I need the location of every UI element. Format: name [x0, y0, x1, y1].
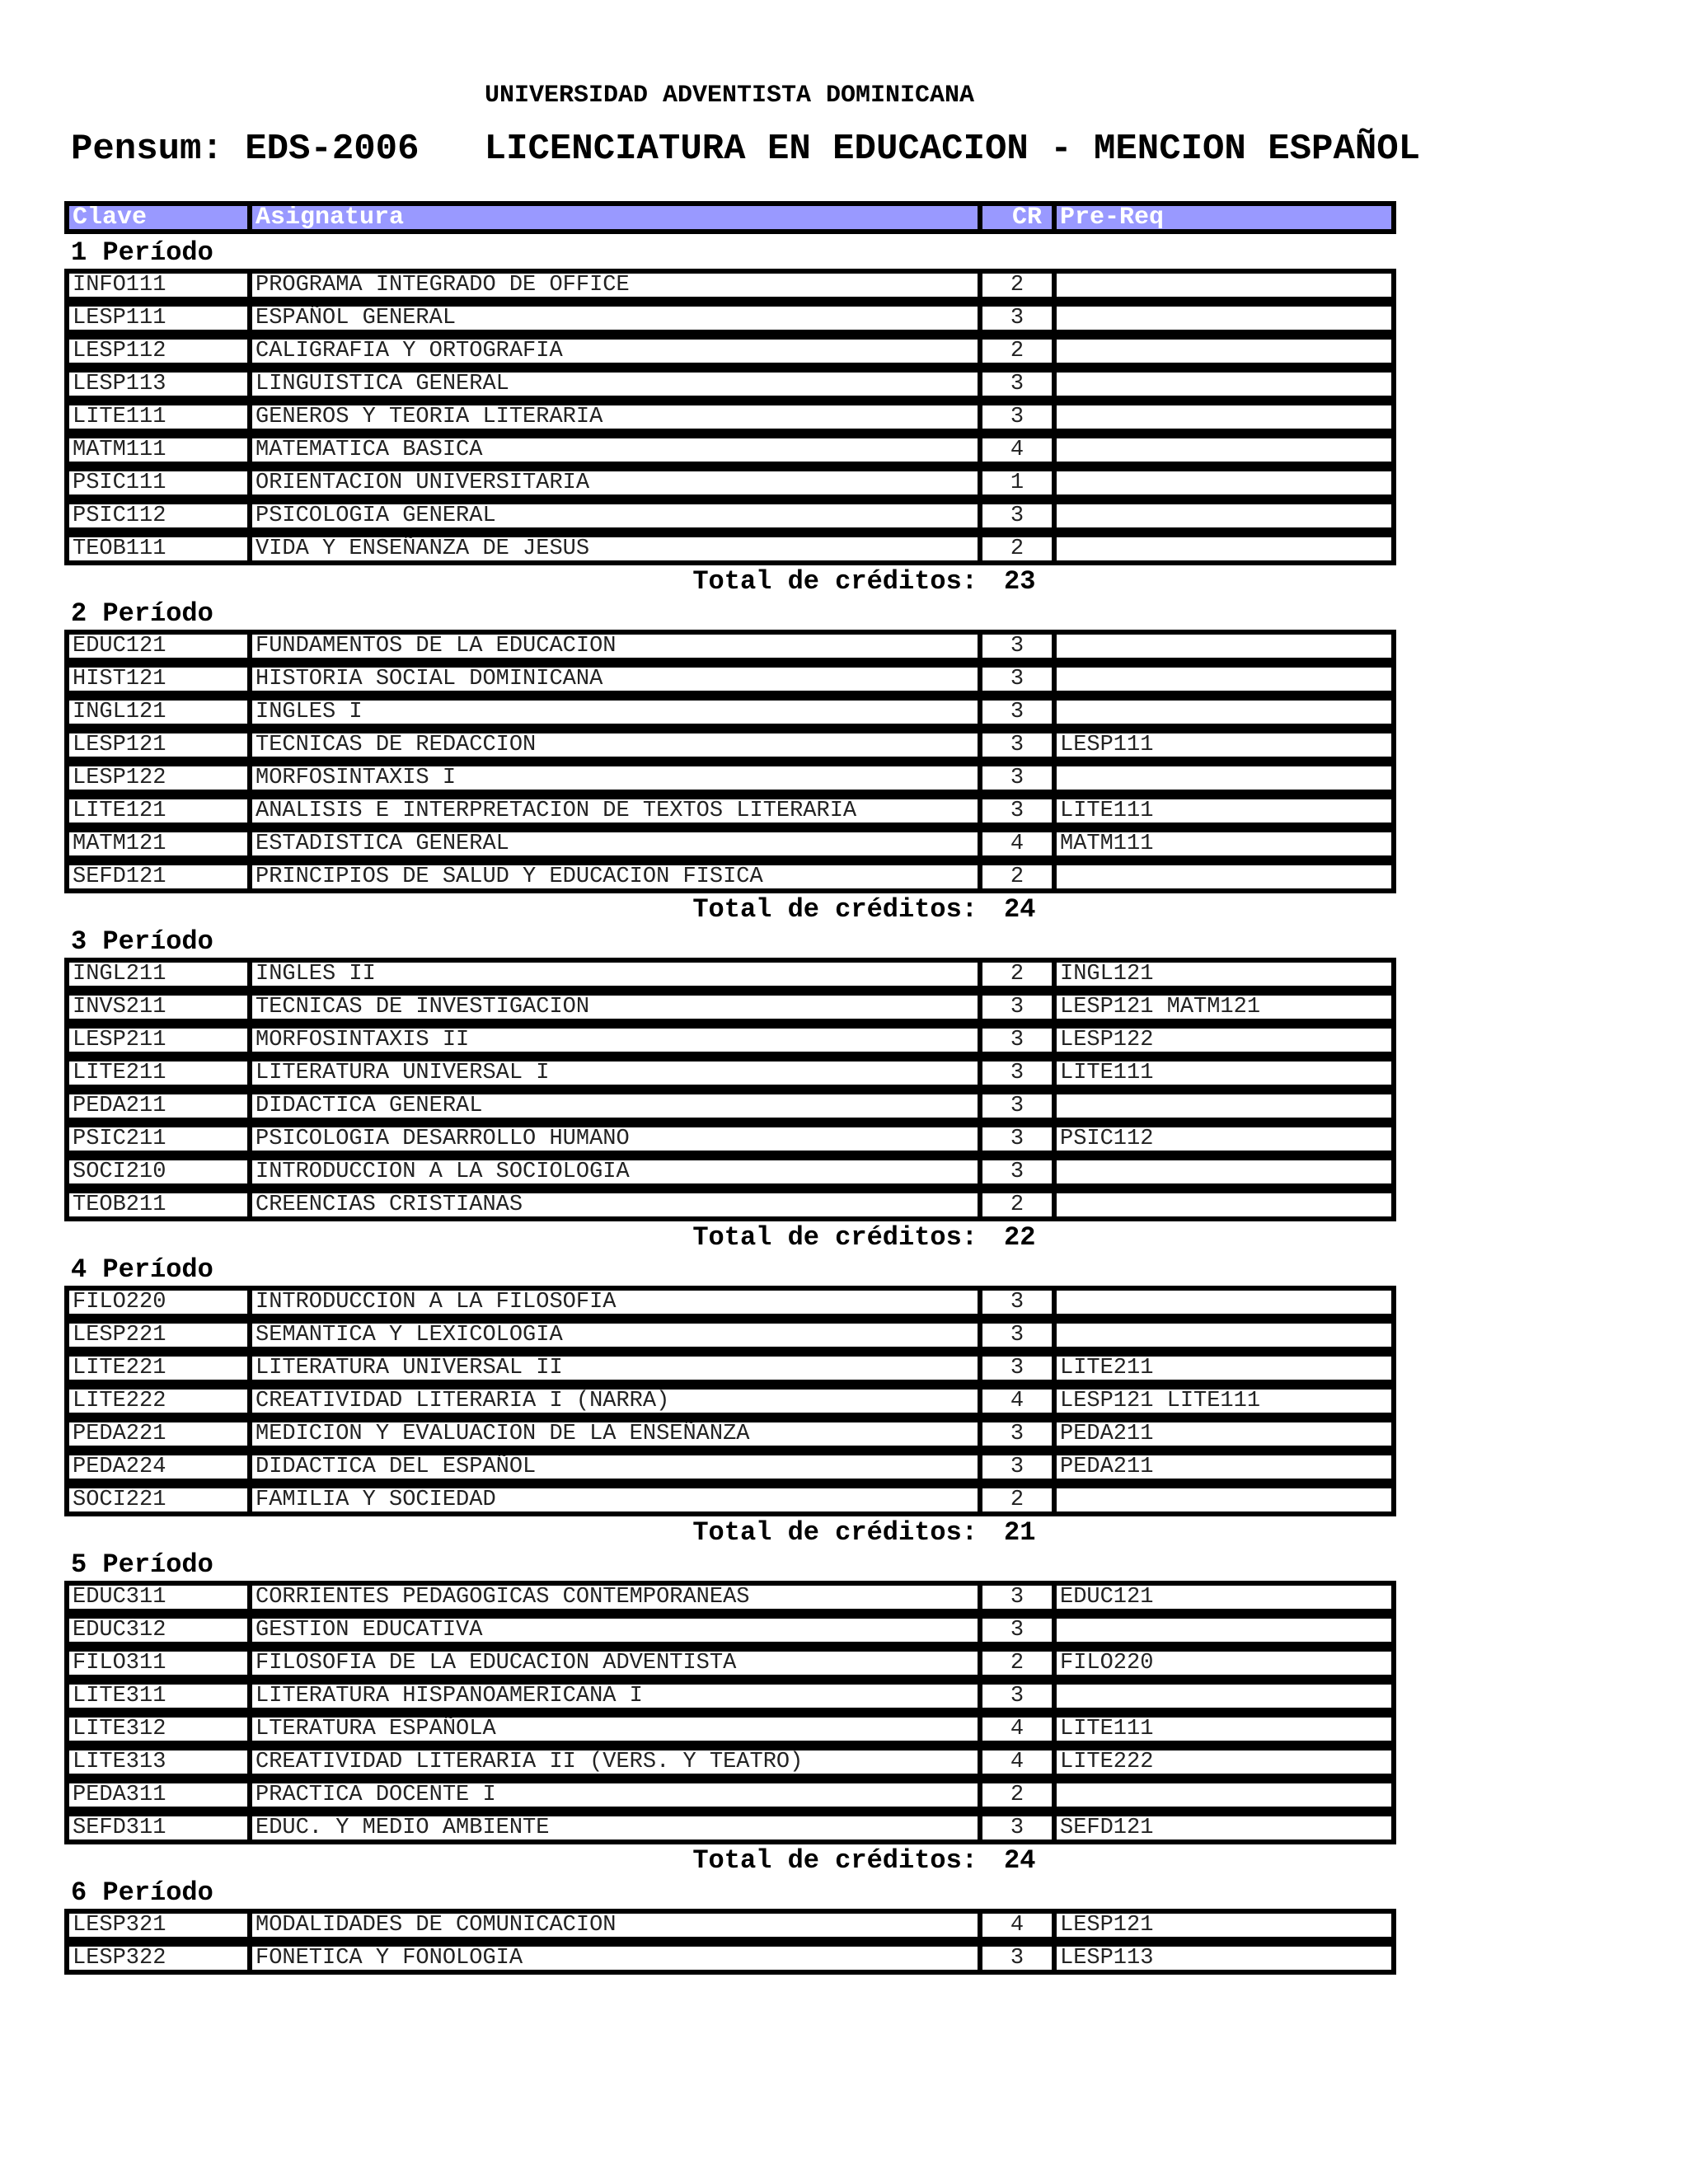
prerequisite-cell: FILO220: [1057, 1652, 1391, 1675]
course-code-cell: PEDA224: [69, 1455, 247, 1479]
prerequisite-cell: [1057, 668, 1391, 691]
course-name-cell: DIDACTICA DEL ESPAÑOL: [252, 1455, 978, 1479]
credits-cell: 3: [982, 1422, 1052, 1446]
table-row: [64, 269, 1396, 302]
table-row: [64, 1909, 1396, 1942]
prerequisite-cell: LESP121: [1057, 1914, 1391, 1937]
total-label: Total de créditos:: [692, 894, 978, 925]
course-name-cell: MATEMATICA BASICA: [252, 438, 978, 462]
course-code-cell: LESP112: [69, 340, 247, 363]
table-row: [64, 335, 1396, 368]
table-row: [64, 1647, 1396, 1680]
prerequisite-cell: [1057, 865, 1391, 888]
prerequisite-cell: [1057, 537, 1391, 560]
period-label: 4 Período: [71, 1254, 213, 1285]
course-code-cell: TEOB211: [69, 1193, 247, 1216]
column-header-prereq: Pre-Req: [1057, 206, 1391, 229]
course-code-cell: SEFD121: [69, 865, 247, 888]
prerequisite-cell: [1057, 1160, 1391, 1183]
table-row: [64, 532, 1396, 565]
prerequisite-cell: [1057, 766, 1391, 790]
credits-cell: 3: [982, 799, 1052, 823]
table-row: [64, 1746, 1396, 1779]
credits-cell: 3: [982, 668, 1052, 691]
table-row: [64, 696, 1396, 729]
course-name-cell: INGLES II: [252, 963, 978, 986]
course-name-cell: GESTION EDUCATIVA: [252, 1619, 978, 1642]
course-code-cell: SEFD311: [69, 1816, 247, 1840]
course-name-cell: LINGUISTICA GENERAL: [252, 373, 978, 396]
course-name-cell: PSICOLOGIA DESARROLLO HUMANO: [252, 1127, 978, 1151]
total-value: 23: [1004, 566, 1036, 597]
table-row: [64, 1713, 1396, 1746]
pensum-title: Pensum: EDS-2006 LICENCIATURA EN EDUCACION - MENCION ESPAÑOL: [71, 129, 1421, 170]
course-name-cell: FILOSOFIA DE LA EDUCACION ADVENTISTA: [252, 1652, 978, 1675]
course-name-cell: MEDICION Y EVALUACION DE LA ENSEÑANZA: [252, 1422, 978, 1446]
table-row: [64, 434, 1396, 466]
table-row: [64, 1451, 1396, 1483]
course-name-cell: INTRODUCCION A LA FILOSOFIA: [252, 1291, 978, 1314]
table-row: [64, 1286, 1396, 1319]
credits-cell: 4: [982, 1718, 1052, 1741]
prerequisite-cell: [1057, 1324, 1391, 1347]
credits-cell: 3: [982, 1586, 1052, 1609]
table-row: [64, 860, 1396, 893]
table-row: [64, 1483, 1396, 1516]
credits-cell: 3: [982, 1816, 1052, 1840]
credits-cell: 2: [982, 1652, 1052, 1675]
course-code-cell: PSIC111: [69, 471, 247, 494]
course-code-cell: INVS211: [69, 996, 247, 1019]
credits-cell: 3: [982, 1094, 1052, 1118]
course-code-cell: PEDA221: [69, 1422, 247, 1446]
table-row: [64, 1418, 1396, 1451]
course-name-cell: CREATIVIDAD LITERARIA I (NARRA): [252, 1390, 978, 1413]
course-code-cell: EDUC311: [69, 1586, 247, 1609]
course-code-cell: EDUC312: [69, 1619, 247, 1642]
credits-cell: 3: [982, 635, 1052, 658]
period-label: 2 Período: [71, 598, 213, 629]
table-row: [64, 1352, 1396, 1385]
prerequisite-cell: LITE111: [1057, 1062, 1391, 1085]
university-name: UNIVERSIDAD ADVENTISTA DOMINICANA: [484, 82, 975, 110]
table-row: [64, 663, 1396, 696]
course-code-cell: MATM111: [69, 438, 247, 462]
prerequisite-cell: [1057, 635, 1391, 658]
prerequisite-cell: [1057, 438, 1391, 462]
credits-cell: 3: [982, 1619, 1052, 1642]
prerequisite-cell: [1057, 1619, 1391, 1642]
credits-cell: 3: [982, 1062, 1052, 1085]
prerequisite-cell: EDUC121: [1057, 1586, 1391, 1609]
credits-cell: 3: [982, 701, 1052, 724]
prerequisite-cell: [1057, 307, 1391, 330]
course-name-cell: MORFOSINTAXIS II: [252, 1029, 978, 1052]
table-row: [64, 827, 1396, 860]
course-name-cell: MORFOSINTAXIS I: [252, 766, 978, 790]
table-row: [64, 466, 1396, 499]
prerequisite-cell: [1057, 504, 1391, 527]
table-row: [64, 499, 1396, 532]
course-code-cell: LESP111: [69, 307, 247, 330]
column-header-cr: CR: [982, 206, 1052, 229]
credits-cell: 2: [982, 1193, 1052, 1216]
table-row: [64, 1024, 1396, 1057]
total-value: 24: [1004, 1845, 1036, 1876]
table-row: [64, 729, 1396, 762]
course-name-cell: FUNDAMENTOS DE LA EDUCACION: [252, 635, 978, 658]
course-name-cell: ESPAÑOL GENERAL: [252, 307, 978, 330]
course-name-cell: ANALISIS E INTERPRETACION DE TEXTOS LITERARIA: [252, 799, 978, 823]
credits-cell: 3: [982, 405, 1052, 429]
period-total: [495, 1516, 1113, 1549]
course-name-cell: LITERATURA UNIVERSAL I: [252, 1062, 978, 1085]
credits-cell: 3: [982, 1160, 1052, 1183]
course-code-cell: LESP121: [69, 733, 247, 757]
course-code-cell: LESP113: [69, 373, 247, 396]
course-code-cell: TEOB111: [69, 537, 247, 560]
course-code-cell: SOCI210: [69, 1160, 247, 1183]
course-code-cell: INGL121: [69, 701, 247, 724]
period-total: [495, 893, 1113, 926]
course-code-cell: FILO220: [69, 1291, 247, 1314]
course-name-cell: FONETICA Y FONOLOGIA: [252, 1947, 978, 1970]
course-name-cell: PRACTICA DOCENTE I: [252, 1783, 978, 1807]
period-label: 1 Período: [71, 237, 213, 268]
course-code-cell: LESP122: [69, 766, 247, 790]
total-value: 22: [1004, 1222, 1036, 1253]
credits-cell: 2: [982, 537, 1052, 560]
course-name-cell: ESTADISTICA GENERAL: [252, 832, 978, 855]
period-label: 3 Período: [71, 926, 213, 957]
period-total: [495, 565, 1113, 598]
course-code-cell: LESP221: [69, 1324, 247, 1347]
prerequisite-cell: PEDA211: [1057, 1422, 1391, 1446]
credits-cell: 4: [982, 832, 1052, 855]
course-code-cell: PSIC211: [69, 1127, 247, 1151]
course-name-cell: CREENCIAS CRISTIANAS: [252, 1193, 978, 1216]
table-row: [64, 1581, 1396, 1614]
table-row: [64, 302, 1396, 335]
course-name-cell: PRINCIPIOS DE SALUD Y EDUCACION FISICA: [252, 865, 978, 888]
course-code-cell: EDUC121: [69, 635, 247, 658]
table-row: [64, 1090, 1396, 1122]
prerequisite-cell: LESP121 LITE111: [1057, 1390, 1391, 1413]
prerequisite-cell: LESP111: [1057, 733, 1391, 757]
credits-cell: 3: [982, 1685, 1052, 1708]
credits-cell: 3: [982, 733, 1052, 757]
course-name-cell: INGLES I: [252, 701, 978, 724]
table-row: [64, 1155, 1396, 1188]
prerequisite-cell: INGL121: [1057, 963, 1391, 986]
course-name-cell: FAMILIA Y SOCIEDAD: [252, 1488, 978, 1511]
course-name-cell: PSICOLOGIA GENERAL: [252, 504, 978, 527]
course-name-cell: MODALIDADES DE COMUNICACION: [252, 1914, 978, 1937]
course-code-cell: FILO311: [69, 1652, 247, 1675]
course-code-cell: INFO111: [69, 274, 247, 297]
course-code-cell: INGL211: [69, 963, 247, 986]
prerequisite-cell: LITE211: [1057, 1357, 1391, 1380]
table-row: [64, 1057, 1396, 1090]
credits-cell: 2: [982, 1783, 1052, 1807]
credits-cell: 3: [982, 1324, 1052, 1347]
table-row: [64, 958, 1396, 991]
prerequisite-cell: LITE111: [1057, 1718, 1391, 1741]
total-label: Total de créditos:: [692, 1222, 978, 1253]
credits-cell: 3: [982, 1291, 1052, 1314]
credits-cell: 3: [982, 373, 1052, 396]
column-header-clave: Clave: [69, 206, 247, 229]
credits-cell: 2: [982, 340, 1052, 363]
course-name-cell: PROGRAMA INTEGRADO DE OFFICE: [252, 274, 978, 297]
credits-cell: 4: [982, 1750, 1052, 1774]
prerequisite-cell: [1057, 1488, 1391, 1511]
credits-cell: 3: [982, 1455, 1052, 1479]
prerequisite-cell: PEDA211: [1057, 1455, 1391, 1479]
table-row: [64, 1614, 1396, 1647]
total-value: 24: [1004, 894, 1036, 925]
credits-cell: 4: [982, 438, 1052, 462]
course-name-cell: CORRIENTES PEDAGOGICAS CONTEMPORANEAS: [252, 1586, 978, 1609]
course-name-cell: EDUC. Y MEDIO AMBIENTE: [252, 1816, 978, 1840]
table-row: [64, 1319, 1396, 1352]
prerequisite-cell: MATM111: [1057, 832, 1391, 855]
period-total: [495, 1221, 1113, 1254]
course-name-cell: HISTORIA SOCIAL DOMINICANA: [252, 668, 978, 691]
table-row: [64, 991, 1396, 1024]
course-name-cell: VIDA Y ENSEÑANZA DE JESUS: [252, 537, 978, 560]
period-label: 5 Período: [71, 1549, 213, 1580]
table-row: [64, 794, 1396, 827]
course-name-cell: LTERATURA ESPAÑOLA: [252, 1718, 978, 1741]
course-code-cell: LESP211: [69, 1029, 247, 1052]
period-total: [495, 1844, 1113, 1877]
prerequisite-cell: [1057, 373, 1391, 396]
course-name-cell: SEMANTICA Y LEXICOLOGIA: [252, 1324, 978, 1347]
prerequisite-cell: LITE222: [1057, 1750, 1391, 1774]
total-label: Total de créditos:: [692, 1845, 978, 1876]
period-label: 6 Período: [71, 1877, 213, 1908]
table-row: [64, 368, 1396, 401]
prerequisite-cell: LITE111: [1057, 799, 1391, 823]
table-row: [64, 630, 1396, 663]
prerequisite-cell: [1057, 340, 1391, 363]
credits-cell: 2: [982, 963, 1052, 986]
prerequisite-cell: [1057, 274, 1391, 297]
course-name-cell: INTRODUCCION A LA SOCIOLOGIA: [252, 1160, 978, 1183]
prerequisite-cell: [1057, 1193, 1391, 1216]
table-row: [64, 1811, 1396, 1844]
course-code-cell: LITE111: [69, 405, 247, 429]
course-code-cell: LITE221: [69, 1357, 247, 1380]
total-label: Total de créditos:: [692, 566, 978, 597]
course-name-cell: CREATIVIDAD LITERARIA II (VERS. Y TEATRO): [252, 1750, 978, 1774]
table-row: [64, 1942, 1396, 1975]
table-header: [64, 201, 1396, 234]
prerequisite-cell: LESP113: [1057, 1947, 1391, 1970]
table-row: [64, 762, 1396, 794]
credits-cell: 3: [982, 504, 1052, 527]
prerequisite-cell: [1057, 1291, 1391, 1314]
table-row: [64, 1122, 1396, 1155]
course-code-cell: LITE313: [69, 1750, 247, 1774]
prerequisite-cell: [1057, 405, 1391, 429]
credits-cell: 4: [982, 1914, 1052, 1937]
course-code-cell: PEDA211: [69, 1094, 247, 1118]
prerequisite-cell: [1057, 701, 1391, 724]
course-name-cell: TECNICAS DE INVESTIGACION: [252, 996, 978, 1019]
credits-cell: 2: [982, 865, 1052, 888]
credits-cell: 4: [982, 1390, 1052, 1413]
prerequisite-cell: [1057, 1094, 1391, 1118]
total-value: 21: [1004, 1517, 1036, 1548]
credits-cell: 2: [982, 274, 1052, 297]
table-row: [64, 1188, 1396, 1221]
prerequisite-cell: [1057, 1783, 1391, 1807]
course-code-cell: PEDA311: [69, 1783, 247, 1807]
credits-cell: 3: [982, 307, 1052, 330]
credits-cell: 2: [982, 1488, 1052, 1511]
total-label: Total de créditos:: [692, 1517, 978, 1548]
course-name-cell: ORIENTACION UNIVERSITARIA: [252, 471, 978, 494]
prerequisite-cell: PSIC112: [1057, 1127, 1391, 1151]
course-code-cell: LESP321: [69, 1914, 247, 1937]
table-row: [64, 401, 1396, 434]
prerequisite-cell: LESP122: [1057, 1029, 1391, 1052]
credits-cell: 3: [982, 1947, 1052, 1970]
course-code-cell: LESP322: [69, 1947, 247, 1970]
prerequisite-cell: LESP121 MATM121: [1057, 996, 1391, 1019]
course-name-cell: LITERATURA UNIVERSAL II: [252, 1357, 978, 1380]
credits-cell: 3: [982, 1127, 1052, 1151]
table-row: [64, 1680, 1396, 1713]
course-name-cell: GENEROS Y TEORIA LITERARIA: [252, 405, 978, 429]
table-row: [64, 1779, 1396, 1811]
course-code-cell: SOCI221: [69, 1488, 247, 1511]
course-name-cell: CALIGRAFIA Y ORTOGRAFIA: [252, 340, 978, 363]
course-code-cell: LITE222: [69, 1390, 247, 1413]
course-code-cell: PSIC112: [69, 504, 247, 527]
prerequisite-cell: [1057, 1685, 1391, 1708]
course-code-cell: LITE121: [69, 799, 247, 823]
credits-cell: 3: [982, 1357, 1052, 1380]
credits-cell: 1: [982, 471, 1052, 494]
course-name-cell: DIDACTICA GENERAL: [252, 1094, 978, 1118]
prerequisite-cell: SEFD121: [1057, 1816, 1391, 1840]
credits-cell: 3: [982, 1029, 1052, 1052]
course-code-cell: LITE311: [69, 1685, 247, 1708]
credits-cell: 3: [982, 996, 1052, 1019]
prerequisite-cell: [1057, 471, 1391, 494]
course-code-cell: MATM121: [69, 832, 247, 855]
credits-cell: 3: [982, 766, 1052, 790]
column-header-asignatura: Asignatura: [252, 206, 978, 229]
course-name-cell: TECNICAS DE REDACCION: [252, 733, 978, 757]
course-code-cell: HIST121: [69, 668, 247, 691]
course-name-cell: LITERATURA HISPANOAMERICANA I: [252, 1685, 978, 1708]
course-code-cell: LITE312: [69, 1718, 247, 1741]
course-code-cell: LITE211: [69, 1062, 247, 1085]
table-row: [64, 1385, 1396, 1418]
